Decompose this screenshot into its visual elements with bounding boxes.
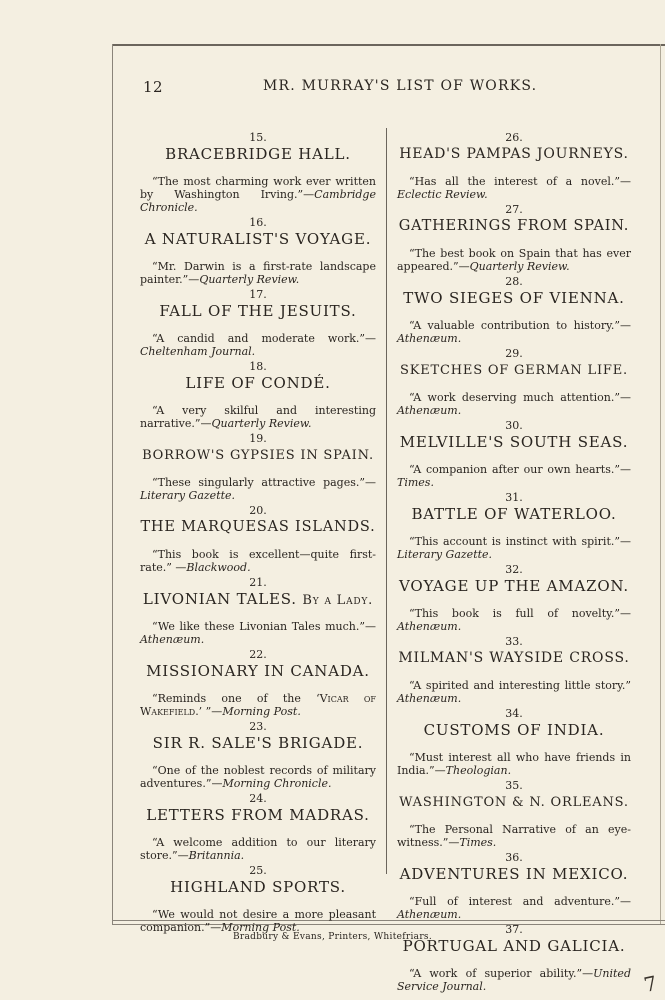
- entry-source: Britannia.: [188, 849, 245, 862]
- entry-number: 29.: [505, 347, 523, 360]
- entry-title: SIR R. SALE'S BRIGADE.: [152, 734, 364, 752]
- entry-title: BORROW'S GYPSIES IN SPAIN.: [142, 448, 374, 463]
- entry-quote: “The best book on Spain that has ever appeared.”—Quarterly Review.: [397, 247, 631, 273]
- entry-number: 26.: [505, 131, 523, 144]
- entry-title: PORTUGAL AND GALICIA.: [402, 937, 626, 955]
- entry-23: [140, 720, 376, 790]
- entry-source: Morning Post.: [221, 921, 300, 934]
- entry-quote: “Reminds one of the ‘Vicar of Wakefield.’ ”—Morning Post.: [140, 692, 376, 718]
- entry-quote: “A work deserving much attention.”—Athenæum.: [397, 391, 631, 417]
- entry-source: Athenæum.: [397, 692, 462, 705]
- entry-18: [140, 360, 376, 430]
- entry-25: [140, 864, 376, 934]
- entry-15: [140, 131, 376, 214]
- entry-16: [140, 216, 376, 286]
- entry-title: BRACEBRIDGE HALL.: [165, 145, 351, 163]
- entry-source: United Service Journal.: [397, 967, 631, 993]
- entry-source: Athenæum.: [397, 908, 462, 921]
- entry-title: SKETCHES OF GERMAN LIFE.: [400, 363, 628, 378]
- entry-source: Times.: [459, 836, 497, 849]
- entry-quote: “This book is excellent—quite first-rate.” —Blackwood.: [140, 548, 376, 574]
- entry-32: [397, 563, 631, 633]
- entry-title: GATHERINGS FROM SPAIN.: [398, 218, 630, 234]
- entry-title: WASHINGTON & N. ORLEANS.: [399, 795, 629, 810]
- entry-number: 27.: [505, 203, 523, 216]
- entry-number: 34.: [505, 707, 523, 720]
- entry-24: [140, 792, 376, 862]
- entry-30: [397, 419, 631, 489]
- entry-20: [140, 504, 376, 574]
- entry-number: 19.: [249, 432, 267, 445]
- entry-quote: “A very skilful and interesting narrative.”—Quarterly Review.: [140, 404, 376, 430]
- entry-quote: “A companion after our own hearts.”—Times.: [397, 463, 631, 489]
- entry-title: MILMAN'S WAYSIDE CROSS.: [398, 650, 630, 666]
- entry-number: 23.: [249, 720, 267, 733]
- entry-quote: “A work of superior ability.”—United Service Journal.: [397, 967, 631, 993]
- entry-quote: “One of the noblest records of military adventures.”—Morning Chronicle.: [140, 764, 376, 790]
- entry-33: [397, 635, 631, 705]
- entry-source: Cheltenham Journal.: [140, 345, 256, 358]
- entry-17: [140, 288, 376, 358]
- entry-quote: “This account is instinct with spirit.”—Literary Gazette.: [397, 535, 631, 561]
- entry-title: LIVONIAN TALES. By a Lady.: [142, 590, 374, 608]
- entry-number: 33.: [505, 635, 523, 648]
- entry-source: Athenæum.: [140, 633, 205, 646]
- entry-title: CUSTOMS OF INDIA.: [423, 721, 605, 739]
- entry-source: Quarterly Review.: [211, 417, 312, 430]
- entry-31: [397, 491, 631, 561]
- entry-source: Morning Post.: [222, 705, 301, 718]
- entry-source: Blackwood.: [186, 561, 251, 574]
- entry-source: Athenæum.: [397, 332, 462, 345]
- entry-number: 15.: [249, 131, 267, 144]
- entry-source: Times.: [397, 476, 434, 489]
- entry-title: FALL OF THE JESUITS.: [159, 302, 357, 320]
- entry-number: 37.: [505, 923, 523, 936]
- entry-number: 16.: [249, 216, 267, 229]
- entry-35: [397, 779, 631, 849]
- printer-imprint: Bradbury & Evans, Printers, Whitefriars.: [232, 932, 433, 942]
- entry-quote: “A spirited and interesting little story.” Athenæum.: [397, 679, 631, 705]
- entry-36: [397, 851, 631, 921]
- entry-quote: “A candid and moderate work.”—Cheltenham Journal.: [140, 332, 376, 358]
- entry-quote: “The Personal Narrative of an eye-witness.”—Times.: [397, 823, 631, 849]
- frame-right-rule: [660, 44, 661, 924]
- margin-mark: 7: [641, 970, 660, 998]
- entry-quote: “Full of interest and adventure.”—Athenæum.: [397, 895, 631, 921]
- entry-quote: “These singularly attractive pages.”—Literary Gazette.: [140, 476, 376, 502]
- entry-source: Athenæum.: [397, 404, 462, 417]
- entry-quote: “A valuable contribution to history.”—Athenæum.: [397, 319, 631, 345]
- entry-quote: “This book is full of novelty.”—Athenæum.: [397, 607, 631, 633]
- frame-left-rule: [112, 44, 113, 924]
- entry-number: 22.: [249, 648, 267, 661]
- entry-source: Quarterly Review.: [199, 273, 300, 286]
- entry-source: Literary Gazette.: [140, 489, 236, 502]
- entry-source: Eclectic Review.: [397, 188, 488, 201]
- entry-number: 20.: [249, 504, 267, 517]
- frame-top-rule: [112, 44, 665, 46]
- entry-source: Literary Gazette.: [397, 548, 493, 561]
- entry-title: VOYAGE UP THE AMAZON.: [399, 577, 629, 595]
- right-column: [397, 131, 631, 995]
- entry-quote: “Mr. Darwin is a first-rate landscape painter.”—Quarterly Review.: [140, 260, 376, 286]
- entry-19: [140, 432, 376, 502]
- entry-number: 28.: [505, 275, 523, 288]
- entry-title-suffix: By a Lady.: [302, 593, 374, 608]
- entry-source: Morning Chronicle.: [222, 777, 332, 790]
- entry-number: 18.: [249, 360, 267, 373]
- entry-number: 17.: [249, 288, 267, 301]
- entry-quote: “The most charming work ever written by Washington Irving.”—Cambridge Chronicle.: [140, 175, 376, 214]
- entry-source: Cambridge Chronicle.: [140, 188, 376, 214]
- entry-title: MISSIONARY IN CANADA.: [146, 662, 370, 680]
- entry-quote: “Has all the interest of a novel.”—Eclectic Review.: [397, 175, 631, 201]
- running-title: MR. MURRAY'S LIST OF WORKS.: [263, 78, 538, 94]
- entry-quote: “A welcome addition to our literary store.”—Britannia.: [140, 836, 376, 862]
- entry-title: TWO SIEGES OF VIENNA.: [403, 289, 625, 307]
- entry-number: 25.: [249, 864, 267, 877]
- entry-title: HEAD'S PAMPAS JOURNEYS.: [399, 146, 629, 162]
- entry-26: [397, 131, 631, 201]
- entry-number: 32.: [505, 563, 523, 576]
- entry-quote-smallcaps: Vicar of Wakefield: [140, 692, 376, 718]
- entry-22: [140, 648, 376, 718]
- entry-source: Theologian.: [445, 764, 512, 777]
- entry-title: BATTLE OF WATERLOO.: [411, 505, 617, 523]
- entry-27: [397, 203, 631, 273]
- entry-number: 35.: [505, 779, 523, 792]
- entry-quote: “We would not desire a more pleasant companion.”—Morning Post.: [140, 908, 376, 934]
- entry-title: LETTERS FROM MADRAS.: [146, 806, 370, 824]
- entry-title: MELVILLE'S SOUTH SEAS.: [399, 433, 629, 451]
- entry-number: 24.: [249, 792, 267, 805]
- entry-number: 21.: [249, 576, 267, 589]
- entry-number: 36.: [505, 851, 523, 864]
- left-column: [140, 131, 376, 936]
- entry-quote: “Must interest all who have friends in India.”—Theologian.: [397, 751, 631, 777]
- page-number: 12: [143, 78, 164, 96]
- entry-21: [140, 576, 376, 646]
- entry-number: 30.: [505, 419, 523, 432]
- entry-source: Athenæum.: [397, 620, 462, 633]
- entry-28: [397, 275, 631, 345]
- entry-title: LIFE OF CONDÉ.: [185, 374, 331, 392]
- entry-source: Quarterly Review.: [469, 260, 570, 273]
- entry-number: 31.: [505, 491, 523, 504]
- entry-quote: “We like these Livonian Tales much.”—Athenæum.: [140, 620, 376, 646]
- entry-title: A NATURALIST'S VOYAGE.: [144, 230, 372, 248]
- column-divider: [386, 128, 387, 874]
- entry-34: [397, 707, 631, 777]
- entry-29: [397, 347, 631, 417]
- entry-title: THE MARQUESAS ISLANDS.: [140, 519, 376, 535]
- entry-title: ADVENTURES IN MEXICO.: [399, 865, 629, 883]
- entry-title: HIGHLAND SPORTS.: [170, 878, 346, 896]
